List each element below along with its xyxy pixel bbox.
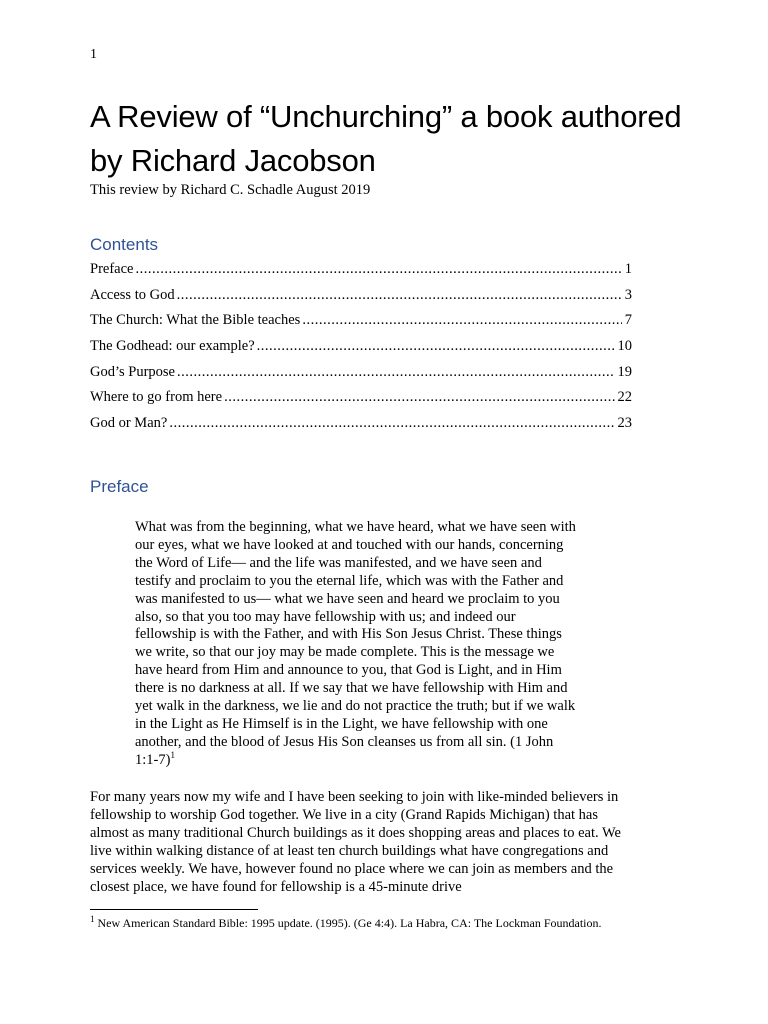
toc-entry-page[interactable]: 22 (617, 389, 632, 406)
toc-entry-the-church[interactable] (90, 310, 632, 336)
toc-entry-where-to-go[interactable] (90, 387, 632, 413)
toc-entry-title[interactable]: The Church: What the Bible teaches (90, 312, 301, 329)
toc-entry-access-to-god[interactable] (90, 285, 632, 311)
toc-entry-page[interactable]: 19 (617, 363, 632, 380)
footnote (90, 915, 690, 931)
toc-entry-page[interactable]: 3 (624, 286, 632, 303)
table-of-contents (90, 259, 632, 439)
toc-entry-page[interactable]: 23 (617, 415, 632, 432)
toc-dot-leader (177, 285, 622, 305)
toc-entry-title[interactable]: Preface (90, 261, 134, 277)
footnote-reference[interactable]: 1 (170, 749, 175, 760)
scripture-quote (135, 519, 580, 770)
footnote-marker: 1 (90, 914, 95, 924)
preface-heading: Preface (90, 477, 149, 496)
contents-heading: Contents (90, 235, 159, 254)
toc-dot-leader (169, 413, 614, 433)
toc-entry-page[interactable]: 1 (624, 261, 632, 277)
toc-dot-leader (224, 387, 614, 407)
toc-dot-leader (177, 362, 615, 382)
preface-paragraph: For many years now my wife and I have been seeking to join with like-minded believers in fellowship to worship God together. We live in a city (Grand Rapids Michigan) that has almost as many traditional Church buildings as it does shopping areas and places to eat. We live within walking distance of at least ten church buildings what have congregations and services weekly. We have, however found no place where we can join as members and the closest place, we have found for fellowship is a 45-minute drive (90, 789, 621, 895)
toc-entry-page[interactable]: 10 (617, 338, 632, 355)
toc-entry-page[interactable]: 7 (624, 312, 632, 329)
footnote-separator (90, 909, 258, 910)
toc-dot-leader (257, 336, 615, 356)
toc-entry-gods-purpose[interactable] (90, 362, 632, 388)
toc-dot-leader (302, 310, 621, 330)
scripture-quote-text: What was from the beginning, what we have heard, what we have seen with our eyes, what we have looked at and touched with our hands, concerning the Word of Life— and the life was manifested, and we have seen and testify and proclaim to you the eternal life, which was with the Father and was manifested to us— what we have seen and heard we proclaim to you also, so that you too may have fellowship with us; and indeed our fellowship is with the Father, and with His Son Jesus Christ. These things we write, so that our joy may be made complete. This is the message we have heard from Him and announce to you, that God is Light, and in Him there is no darkness at all. If we say that we have fellowship with Him and yet walk in the darkness, we lie and do not practice the truth; but if we walk in the Light as He Himself is in the Light, we have fellowship with one another, and the blood of Jesus His Son cleanses us from all sin. (1 John 1:1-7) (135, 519, 576, 768)
toc-dot-leader (135, 259, 621, 279)
footnote-text: New American Standard Bible: 1995 update. (1995). (Ge 4:4). La Habra, CA: The Lockman Foundation. (94, 916, 602, 930)
toc-entry-title[interactable]: The Godhead: our example? (90, 338, 255, 355)
toc-entry-preface[interactable] (90, 259, 632, 285)
toc-entry-title[interactable]: Access to God (90, 286, 175, 303)
document-title: A Review of “Unchurching” a book authored by Richard Jacobson (90, 99, 682, 178)
toc-entry-god-or-man[interactable] (90, 413, 632, 439)
toc-entry-title[interactable]: Where to go from here (90, 389, 223, 406)
toc-entry-title[interactable]: God or Man? (90, 415, 168, 432)
toc-entry-title[interactable]: God’s Purpose (90, 363, 175, 380)
toc-entry-the-godhead[interactable] (90, 336, 632, 362)
page-number: 1 (90, 47, 97, 62)
review-byline: This review by Richard C. Schadle August 2019 (90, 182, 371, 198)
